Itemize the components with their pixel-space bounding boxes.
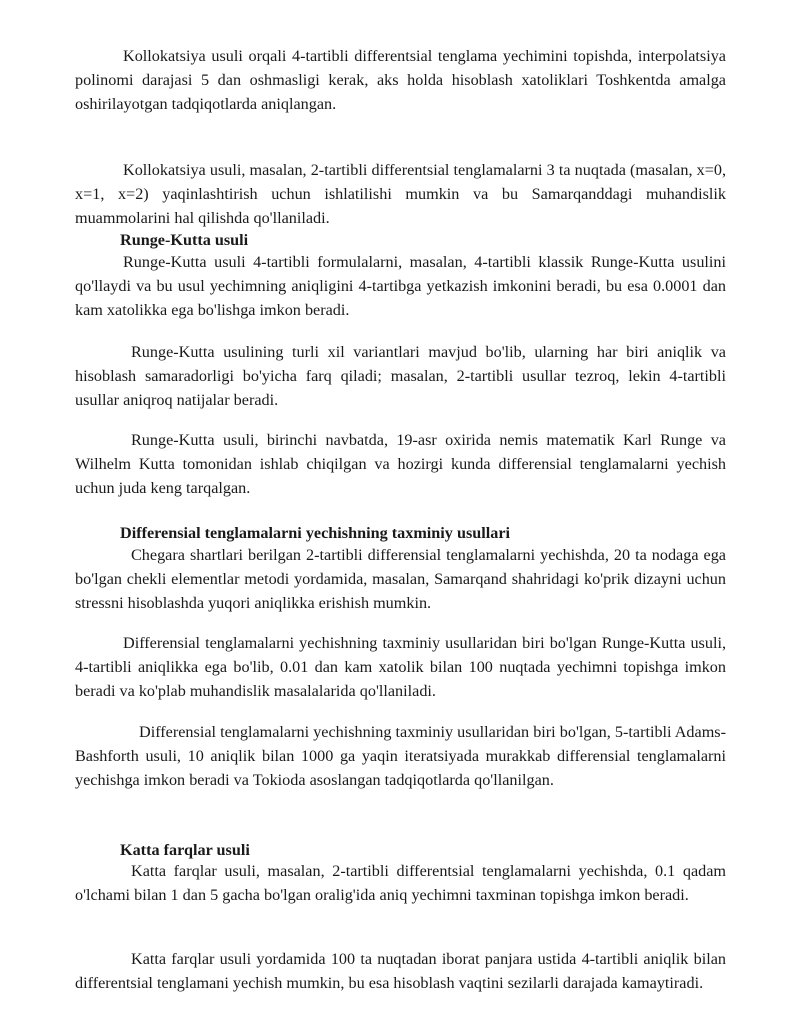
paragraph-finite-differences-grid: Katta farqlar usuli yordamida 100 ta nuqtadan iborat panjara ustida 4-tartibli aniqlik bilan differentsial tenglamani yechish mumkin, bu esa hisoblash vaqtini sezilarli darajada kamaytiradi. (75, 950, 726, 993)
paragraph-collocation-interpolation: Kollokatsiya usuli orqali 4-tartibli differentsial tenglama yechimini topishda, interpolatsiya polinomi darajasi 5 dan oshmasligi kerak, aks holda hisoblash xatoliklari Toshkentda amalga oshirilayotgan tadqiqotlarda aniqlangan. (75, 47, 726, 114)
paragraph-runge-kutta-variants: Runge-Kutta usulining turli xil variantlari mavjud bo'lib, ularning har biri aniqlik va hisoblash samaradorligi bo'yicha farq qiladi; masalan, 2-tartibli usullar tezroq, lekin 4-tartibli usullar aniqroq natijalar beradi. (75, 343, 726, 410)
paragraph-collocation-three-points: Kollokatsiya usuli, masalan, 2-tartibli differentsial tenglamalarni 3 ta nuqtada (masalan, x=0, x=1, x=2) yaqinlashtirish uchun ishlatilishi mumkin va bu Samarqanddagi muhandislik muammolarini hal qilishda qo'llaniladi. (75, 161, 726, 228)
paragraph-runge-kutta-accuracy: Differensial tenglamalarni yechishning taxminiy usullaridan biri bo'lgan Runge-Kutta usuli, 4-tartibli aniqlikka ega bo'lib, 0.01 dan kam xatolik bilan 100 nuqtada yechimni topishga imkon beradi va ko'plab muhandislik masalalarida qo'llaniladi. (75, 634, 726, 701)
heading-approximate-methods: Differensial tenglamalarni yechishning taxminiy usullari (120, 524, 511, 542)
paragraph-finite-differences-step: Katta farqlar usuli, masalan, 2-tartibli differentsial tenglamalarni yechishda, 0.1 qadam o'lchami bilan 1 dan 5 gacha bo'lgan oralig'ida aniq yechimni taxminan topishga imkon beradi. (75, 862, 726, 905)
heading-finite-differences: Katta farqlar usuli (120, 841, 250, 859)
paragraph-runge-kutta-fourth-order: Runge-Kutta usuli 4-tartibli formulalarni, masalan, 4-tartibli klassik Runge-Kutta usulini qo'llaydi va bu usul yechimning aniqligini 4-tartibga yetkazish imkonini beradi, bu esa 0.0001 dan kam xatolikka ega bo'lishga imkon beradi. (75, 253, 726, 320)
heading-runge-kutta: Runge-Kutta usuli (120, 231, 249, 249)
paragraph-finite-element-bridge: Chegara shartlari berilgan 2-tartibli differensial tenglamalarni yechishda, 20 ta nodaga ega bo'lgan chekli elementlar metodi yordamida, masalan, Samarqand shahridagi ko'prik dizayni uchun stressni hisoblashda yuqori aniqlikka erishish mumkin. (75, 546, 726, 613)
paragraph-adams-bashforth: Differensial tenglamalarni yechishning taxminiy usullaridan biri bo'lgan, 5-tartibli Adams-Bashforth usuli, 10 aniqlik bilan 1000 ga yaqin iteratsiyada murakkab differensial tenglamalarni yechishga imkon beradi va Tokioda asoslangan tadqiqotlarda qo'llanilgan. (75, 723, 726, 790)
paragraph-runge-kutta-history: Runge-Kutta usuli, birinchi navbatda, 19-asr oxirida nemis matematik Karl Runge va Wilhelm Kutta tomonidan ishlab chiqilgan va hozirgi kunda differensial tenglamalarni yechish uchun juda keng tarqalgan. (75, 431, 726, 498)
